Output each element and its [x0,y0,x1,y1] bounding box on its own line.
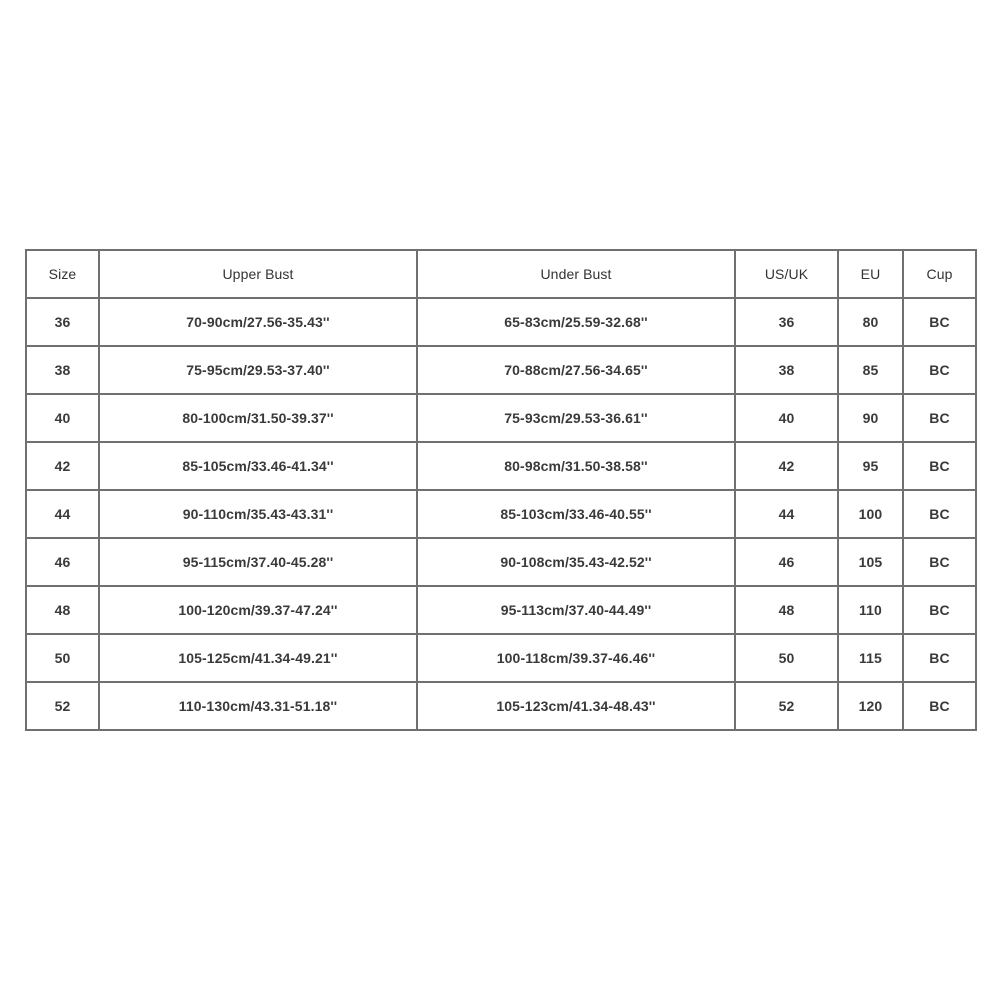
cell-eu: 85 [838,346,903,394]
cell-cup: BC [903,682,976,730]
cell-under-bust: 100-118cm/39.37-46.46'' [417,634,735,682]
cell-eu: 100 [838,490,903,538]
cell-cup: BC [903,298,976,346]
cell-eu: 115 [838,634,903,682]
cell-under-bust: 85-103cm/33.46-40.55'' [417,490,735,538]
table-row [26,442,976,490]
cell-size: 48 [26,586,99,634]
cell-cup: BC [903,586,976,634]
cell-size: 38 [26,346,99,394]
cell-under-bust: 90-108cm/35.43-42.52'' [417,538,735,586]
cell-us-uk: 38 [735,346,838,394]
cell-cup: BC [903,490,976,538]
table-row [26,586,976,634]
cell-size: 44 [26,490,99,538]
cell-us-uk: 44 [735,490,838,538]
cell-size: 50 [26,634,99,682]
cell-upper-bust: 110-130cm/43.31-51.18'' [99,682,417,730]
cell-upper-bust: 105-125cm/41.34-49.21'' [99,634,417,682]
cell-eu: 110 [838,586,903,634]
cell-upper-bust: 75-95cm/29.53-37.40'' [99,346,417,394]
cell-size: 42 [26,442,99,490]
cell-under-bust: 80-98cm/31.50-38.58'' [417,442,735,490]
size-chart-table [25,249,977,731]
cell-size: 52 [26,682,99,730]
table-row [26,346,976,394]
cell-upper-bust: 70-90cm/27.56-35.43'' [99,298,417,346]
cell-eu: 95 [838,442,903,490]
table-row [26,538,976,586]
header-eu: EU [838,250,903,298]
header-under-bust: Under Bust [417,250,735,298]
cell-us-uk: 42 [735,442,838,490]
cell-eu: 120 [838,682,903,730]
table-row [26,490,976,538]
cell-us-uk: 48 [735,586,838,634]
cell-us-uk: 52 [735,682,838,730]
cell-under-bust: 65-83cm/25.59-32.68'' [417,298,735,346]
cell-upper-bust: 100-120cm/39.37-47.24'' [99,586,417,634]
cell-cup: BC [903,442,976,490]
table-body [26,298,976,730]
cell-cup: BC [903,346,976,394]
header-row [26,250,976,298]
table-row [26,634,976,682]
header-size: Size [26,250,99,298]
header-upper-bust: Upper Bust [99,250,417,298]
cell-upper-bust: 80-100cm/31.50-39.37'' [99,394,417,442]
cell-us-uk: 46 [735,538,838,586]
cell-eu: 90 [838,394,903,442]
cell-under-bust: 75-93cm/29.53-36.61'' [417,394,735,442]
cell-under-bust: 70-88cm/27.56-34.65'' [417,346,735,394]
table-row [26,682,976,730]
table-row [26,298,976,346]
cell-us-uk: 50 [735,634,838,682]
cell-eu: 80 [838,298,903,346]
cell-size: 46 [26,538,99,586]
table-row [26,394,976,442]
cell-cup: BC [903,394,976,442]
header-cup: Cup [903,250,976,298]
cell-us-uk: 40 [735,394,838,442]
cell-size: 36 [26,298,99,346]
cell-cup: BC [903,538,976,586]
cell-under-bust: 95-113cm/37.40-44.49'' [417,586,735,634]
cell-under-bust: 105-123cm/41.34-48.43'' [417,682,735,730]
header-us-uk: US/UK [735,250,838,298]
cell-us-uk: 36 [735,298,838,346]
cell-upper-bust: 85-105cm/33.46-41.34'' [99,442,417,490]
cell-size: 40 [26,394,99,442]
cell-cup: BC [903,634,976,682]
cell-upper-bust: 95-115cm/37.40-45.28'' [99,538,417,586]
cell-eu: 105 [838,538,903,586]
cell-upper-bust: 90-110cm/35.43-43.31'' [99,490,417,538]
table-header [26,250,976,298]
